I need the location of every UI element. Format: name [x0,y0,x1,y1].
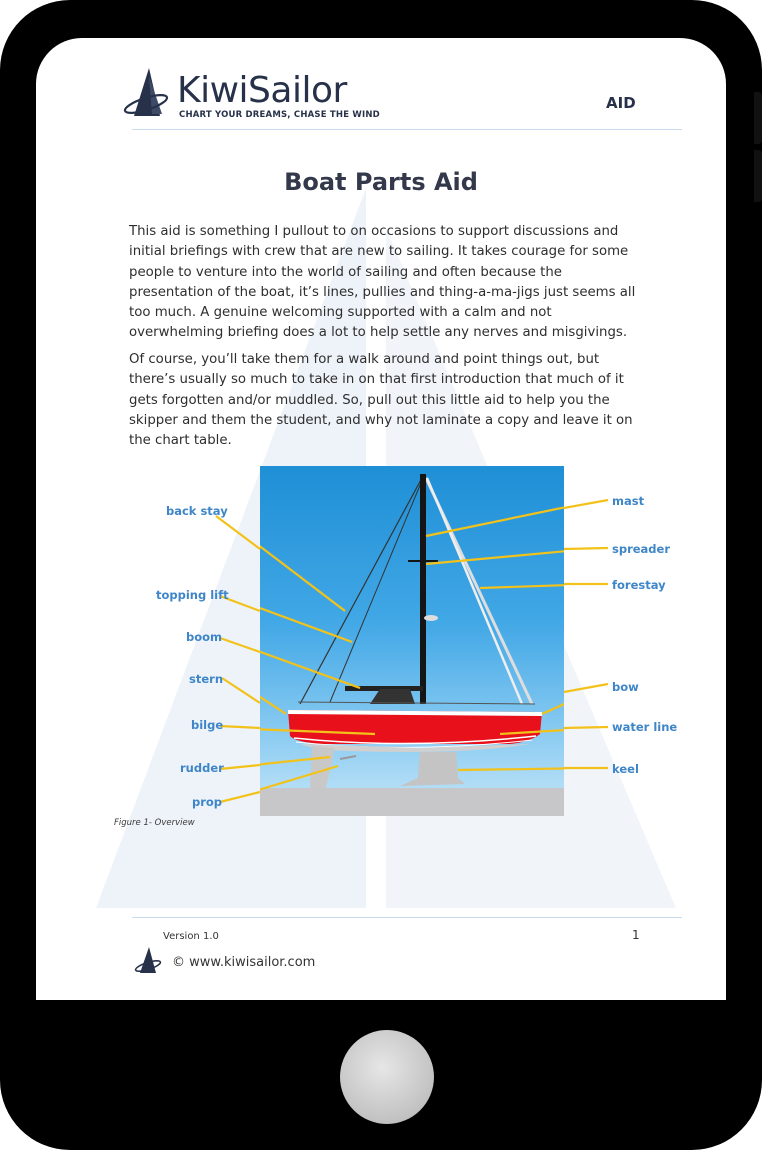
label-stern: stern [189,672,224,686]
label-bilge: bilge [191,718,224,732]
label-mast: mast [612,494,645,508]
sailboat-illustration [260,466,564,816]
label-prop: prop [192,795,223,809]
label-water-line: water line [612,720,678,734]
tablet-screen [36,38,726,1000]
label-keel: keel [612,762,639,776]
label-spreader: spreader [612,542,671,556]
intro-paragraph: This aid is something I pullout to on occasions to support discussions and initial briefings with crew that are new to sailing. It takes courage for some people to venture into the world of sailing and often because the presentation of the boat, it’s lines, pullies and thing-a-ma-jigs just seems all too much. A genuine welcoming supported with a calm and not overwhelming briefing does a lot to help settle any nerves and misgivings. [129,224,636,341]
brand-tagline: CHART YOUR DREAMS, CHASE THE WIND [179,110,380,120]
page-title: Boat Parts Aid [284,168,478,196]
page-number: 1 [632,928,640,942]
section-tag: AID [606,94,636,112]
label-rudder: rudder [180,761,224,775]
volume-up-button[interactable] [754,92,762,144]
footer-logo-icon [134,945,164,977]
website-link[interactable]: © www.kiwisailor.com [172,955,316,970]
sailboat-diagram [260,466,564,816]
brand-name: KiwiSailor [177,70,347,111]
label-back-stay: back stay [166,504,228,518]
walkaround-paragraph: Of course, you’ll take them for a walk around and point things out, but there’s usually so much to take in on that first introduction that much of it gets forgotten and/or muddled. So, pull out this little aid to help you the skipper and them the student, and why not laminate a copy and leave it on the chart table. [129,352,633,449]
header-divider [132,129,682,130]
figure-caption: Figure 1- Overview [114,818,195,828]
home-button[interactable] [340,1030,434,1124]
label-boom: boom [186,630,223,644]
footer-divider [132,917,682,918]
label-topping-lift: topping lift [156,588,229,602]
volume-down-button[interactable] [754,150,762,202]
version-label: Version 1.0 [163,931,219,942]
label-bow: bow [612,680,639,694]
kiwisailor-logo-icon [122,66,176,122]
label-forestay: forestay [612,578,666,592]
